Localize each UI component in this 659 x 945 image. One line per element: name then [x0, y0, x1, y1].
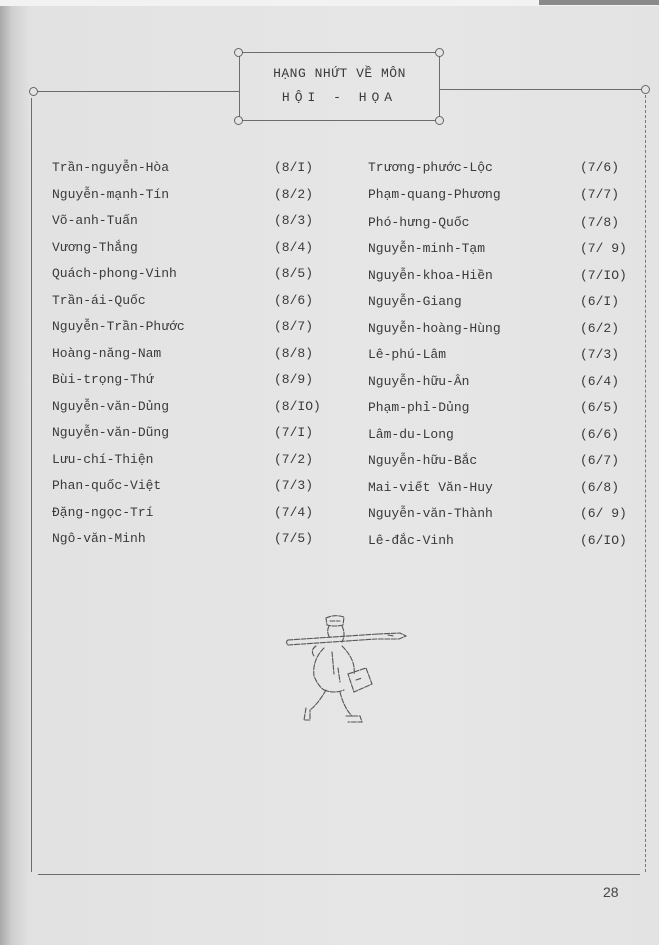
class-grade: (7/5): [274, 531, 314, 546]
ranking-row: [368, 241, 638, 268]
class-grade: (6/4): [580, 373, 620, 389]
title-box-corner-ring: [435, 116, 444, 125]
ranking-row: [368, 533, 638, 560]
student-name: Vương-Thắng: [52, 239, 138, 255]
ranking-row: [52, 266, 352, 293]
student-name: Nguyễn-văn-Dũng: [52, 425, 170, 440]
title-box: [239, 52, 440, 120]
ranking-row: [368, 427, 638, 454]
class-grade: (7/6): [580, 160, 620, 175]
class-grade: (7/IO): [580, 267, 627, 283]
ranking-row: [368, 453, 638, 480]
class-grade: (8/9): [274, 372, 314, 387]
student-name: Nguyễn-hoàng-Hùng: [368, 320, 501, 336]
class-grade: (7/2): [274, 451, 314, 467]
class-grade: (8/2): [274, 186, 314, 202]
class-grade: (7/3): [274, 478, 314, 493]
ranking-row: [368, 506, 638, 533]
student-name: Nguyễn-văn-Thành: [368, 506, 493, 521]
student-name: Lê-phú-Lâm: [368, 347, 447, 362]
title-box-corner-ring: [435, 48, 444, 57]
ranking-row: [52, 213, 352, 240]
student-name: Nguyễn-văn-Dủng: [52, 398, 170, 414]
frame-bottom-line: [38, 874, 640, 875]
student-name: Phạm-phỉ-Dủng: [368, 400, 470, 415]
student-name: Phạm-quang-Phương: [368, 186, 501, 202]
student-name: Nguyễn-minh-Tạm: [368, 241, 486, 256]
title-box-top-border: [239, 52, 440, 53]
class-grade: (8/8): [274, 345, 314, 361]
walking-figure-carrying-pen-icon: [280, 612, 420, 732]
class-grade: (6/7): [580, 453, 620, 468]
class-grade: (8/4): [274, 239, 314, 255]
class-grade: (6/8): [580, 479, 620, 495]
class-grade: (6/6): [580, 426, 620, 442]
student-name: Nguyễn-Giang: [368, 294, 462, 309]
student-name: Trần-ái-Quốc: [52, 292, 146, 308]
frame-corner-ring: [641, 85, 650, 94]
student-name: Nguyễn-hữu-Bắc: [368, 453, 478, 468]
ranking-row: [368, 480, 638, 507]
ranking-row: [52, 478, 352, 505]
ranking-row: [368, 268, 638, 295]
student-name: Võ-anh-Tuấn: [52, 213, 138, 228]
ranking-row: [368, 347, 638, 374]
class-grade: (7/ 9): [580, 241, 627, 256]
frame-top-left-line: [36, 91, 239, 92]
ranking-row: [52, 531, 352, 558]
ranking-row: [368, 294, 638, 321]
ranking-row: [52, 293, 352, 320]
class-grade: (6/2): [580, 320, 620, 336]
class-grade: (8/6): [274, 292, 314, 308]
class-grade: (6/IO): [580, 532, 627, 548]
student-name: Hoàng-năng-Nam: [52, 345, 162, 361]
page-subtitle: HỘI - HỌA: [281, 90, 398, 105]
rankings-right-column: [368, 160, 638, 559]
title-box-corner-ring: [234, 48, 243, 57]
ranking-row: [52, 160, 352, 187]
class-grade: (7/I): [274, 425, 314, 440]
student-name: Phan-quốc-Việt: [52, 478, 162, 493]
title-box-bottom-border: [239, 120, 440, 121]
ranking-row: [52, 319, 352, 346]
ranking-row: [52, 240, 352, 267]
title-box-left-border: [239, 52, 240, 120]
ranking-row: [52, 425, 352, 452]
page-title: HẠNG NHỨT VỀ MÔN: [273, 66, 406, 81]
class-grade: (7/8): [580, 214, 620, 230]
frame-top-right-line: [440, 89, 645, 90]
class-grade: (6/ 9): [580, 506, 627, 521]
student-name: Nguyễn-mạnh-Tín: [52, 186, 170, 202]
student-name: Trương-phước-Lộc: [368, 160, 493, 175]
ranking-row: [368, 400, 638, 427]
student-name: Quách-phong-Vinh: [52, 266, 177, 281]
class-grade: (7/4): [274, 504, 314, 520]
frame-left-line: [31, 98, 32, 872]
title-box-right-border: [439, 52, 440, 120]
student-name: Nguyễn-khoa-Hiền: [368, 267, 493, 283]
student-name: Nguyễn-Trần-Phước: [52, 319, 185, 334]
rankings-left-column: [52, 160, 352, 558]
student-name: Trần-nguyễn-Hòa: [52, 160, 170, 175]
ranking-row: [52, 399, 352, 426]
frame-corner-ring: [29, 87, 38, 96]
class-grade: (8/IO): [274, 398, 321, 414]
ranking-row: [52, 505, 352, 532]
scan-top-edge-shadow: [539, 0, 659, 5]
student-name: Nguyễn-hữu-Ân: [368, 373, 470, 389]
class-grade: (7/7): [580, 186, 620, 202]
student-name: Phó-hưng-Quốc: [368, 214, 470, 230]
student-name: Lê-đắc-Vinh: [368, 532, 454, 548]
title-box-corner-ring: [234, 116, 243, 125]
page-number: 28: [603, 884, 619, 900]
ranking-row: [368, 215, 638, 242]
student-name: Bùi-trọng-Thứ: [52, 372, 154, 387]
student-name: Lâm-du-Long: [368, 426, 454, 442]
class-grade: (8/I): [274, 160, 314, 175]
class-grade: (8/5): [274, 266, 314, 281]
ranking-row: [52, 346, 352, 373]
student-name: Mai-viết Văn-Huy: [368, 479, 493, 495]
ranking-row: [52, 452, 352, 479]
ranking-row: [368, 187, 638, 215]
student-name: Lưu-chí-Thiện: [52, 451, 154, 467]
class-grade: (6/I): [580, 294, 620, 309]
ranking-row: [52, 187, 352, 214]
ranking-row: [368, 160, 638, 187]
class-grade: (7/3): [580, 347, 620, 362]
student-name: Ngô-văn-Minh: [52, 531, 146, 546]
ranking-row: [368, 374, 638, 401]
ranking-row: [52, 372, 352, 399]
student-name: Đặng-ngọc-Trí: [52, 504, 154, 520]
frame-right-line: [645, 95, 646, 872]
ranking-row: [368, 321, 638, 348]
class-grade: (8/7): [274, 319, 314, 334]
class-grade: (6/5): [580, 400, 620, 415]
class-grade: (8/3): [274, 213, 314, 228]
